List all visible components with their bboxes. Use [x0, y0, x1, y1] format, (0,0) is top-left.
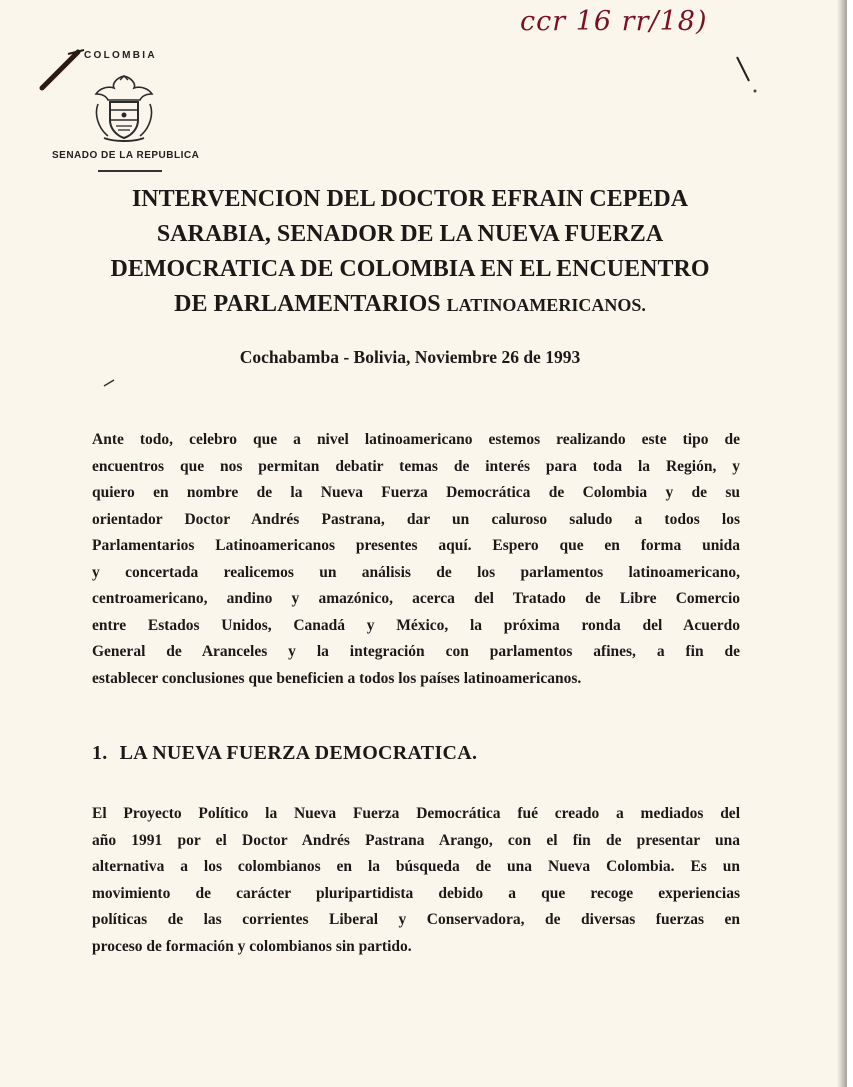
section-heading	[92, 742, 477, 765]
paragraph-line: y concertada realicemos un análisis de los parlamentos latinoamericano,	[92, 563, 740, 581]
section-number: 1.	[92, 742, 108, 764]
paragraph-line: alternativa a los colombianos en la búsqueda de una Nueva Colombia. Es un	[92, 858, 740, 875]
title-line: DEMOCRATICA DE COLOMBIA EN EL ENCUENTRO	[110, 256, 710, 282]
paragraph-line: políticas de las corrientes Liberal y Conservadora, de diversas fuerzas en	[92, 911, 740, 928]
paragraph-line: El Proyecto Político la Nueva Fuerza Democrática fué creado a mediados del	[92, 805, 740, 822]
section-title: LA NUEVA FUERZA DEMOCRATICA.	[119, 742, 478, 764]
paragraph-line: centroamericano, andino y amazónico, acerca del Tratado de Libre Comercio	[92, 590, 740, 607]
paragraph-line: año 1991 por el Doctor Andrés Pastrana Arango, con el fin de presentar una	[92, 831, 740, 849]
intro-paragraph	[92, 427, 740, 692]
emblem-institution-label: SENADO DE LA REPUBLICA	[52, 150, 200, 161]
title-last-line-main: DE PARLAMENTARIOS	[174, 291, 441, 317]
paragraph-line: quiero en nombre de la Nueva Fuerza Democrática de Colombia y de su	[92, 484, 740, 501]
paragraph-line: establecer conclusiones que beneficien a todos los países latinoamericanos.	[92, 669, 582, 687]
coat-of-arms-icon	[90, 74, 158, 144]
title-line: INTERVENCION DEL DOCTOR EFRAIN CEPEDA	[131, 186, 689, 212]
handwritten-reference-note: ccr 16 rr/18)	[520, 6, 708, 37]
paragraph-line: entre Estados Unidos, Canadá y México, la próxima ronda del Acuerdo	[92, 616, 740, 634]
paragraph-line: encuentros que nos permitan debatir temas de interés para toda la Región, y	[92, 457, 740, 475]
paragraph-line: orientador Doctor Andrés Pastrana, dar un caluroso saludo a todos los	[92, 510, 740, 528]
paragraph-line: Ante todo, celebro que a nivel latinoamericano estemos realizando este tipo de	[92, 431, 740, 448]
stray-ink-mark	[102, 378, 116, 388]
paragraph-line: General de Aranceles y la integración con parlamentos afines, a fin de	[92, 643, 740, 660]
margin-tick-mark	[735, 55, 759, 95]
paragraph-line: movimiento de carácter pluripartidista debido a que recoge experiencias	[92, 884, 740, 902]
title-line	[80, 287, 740, 323]
document-title	[80, 182, 740, 323]
place-and-date: Cochabamba - Bolivia, Noviembre 26 de 1993	[239, 347, 581, 367]
paragraph-line: Parlamentarios Latinoamericanos presentes aquí. Espero que en forma unida	[92, 537, 740, 554]
emblem-divider	[98, 170, 162, 172]
title-line: SARABIA, SENADOR DE LA NUEVA FUERZA	[156, 221, 664, 247]
section-paragraph	[92, 801, 740, 960]
emblem-country-label: COLOMBIA	[84, 50, 157, 61]
paragraph-line: proceso de formación y colombianos sin partido.	[92, 937, 412, 955]
title-last-line-small: LATINOAMERICANOS.	[446, 295, 646, 315]
